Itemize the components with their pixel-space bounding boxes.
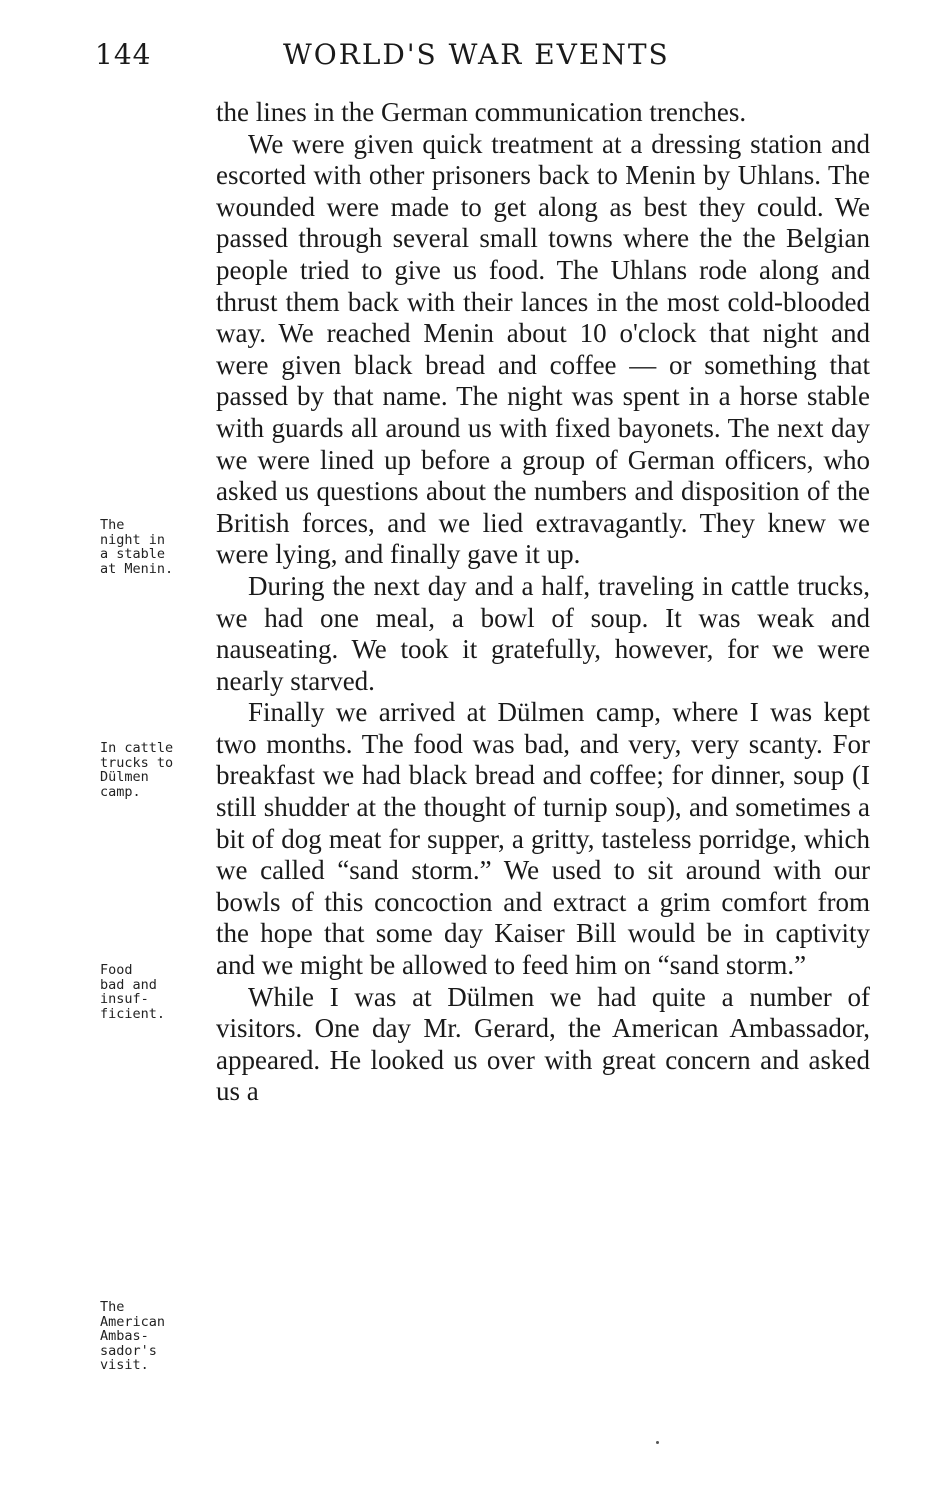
sidenote-ambassador-visit: The American Ambas- sador's visit.	[100, 1299, 166, 1373]
page-speck	[656, 1441, 659, 1444]
sidenote-food: Food bad and insuf- ficient.	[100, 962, 166, 1022]
page-number: 144	[95, 38, 152, 71]
paragraph: While I was at Dülmen we had quite a number of visitors. One day Mr. Gerard, the American Ambassador, appeared. He looked us over with great concern and asked us a	[216, 981, 870, 1107]
sidenote-cattle-trucks: In cattle trucks to Dülmen camp.	[100, 740, 174, 800]
running-title: WORLD'S WAR EVENTS	[283, 38, 670, 71]
body-text	[216, 97, 870, 1108]
paragraph: During the next day and a half, traveling in cattle trucks, we had one meal, a bowl of soup. It was weak and nauseating. We took it gratefully, however, for we were nearly starved.	[216, 570, 870, 696]
paragraph: the lines in the German communication trenches.	[216, 97, 747, 127]
sidenote-stable-at-menin: The night in a stable at Menin.	[100, 517, 174, 577]
paragraph: Finally we arrived at Dülmen camp, where I was kept two months. The food was bad, and very, very scanty. For breakfast we had black bread and coffee; for dinner, soup (I still shudder at the thought of turnip soup), and sometimes a bit of dog meat for supper, a gritty, tasteless porridge, which we called “sand storm.” We used to sit around with our bowls of this concoction and extract a grim comfort from the hope that some day Kaiser Bill would be in captivity and we might be allowed to feed him on “sand storm.”	[216, 697, 870, 981]
paragraph: We were given quick treatment at a dressing station and escorted with other prisoners back to Menin by Uhlans. The wounded were made to get along as best they could. We passed through several small towns where the the Belgian people tried to give us food. The Uhlans rode along and thrust them back with their lances in the most cold-blooded way. We reached Menin about 10 o'clock that night and were given black bread and coffee — or something that passed by that name. The night was spent in a horse stable with guards all around us with fixed bayonets. The next day we were lined up before a group of German officers, who asked us questions about the numbers and disposition of the British forces, and we lied extravagantly. They knew we were lying, and finally gave it up.	[216, 128, 870, 570]
